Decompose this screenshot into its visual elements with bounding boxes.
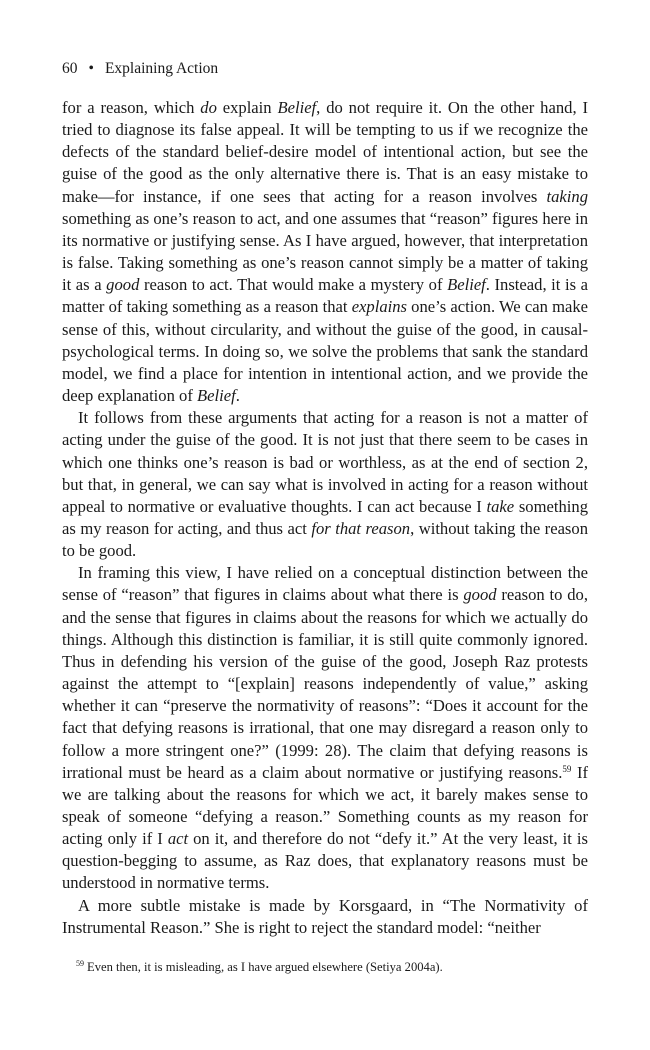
running-title: Explaining Action	[104, 60, 219, 77]
footnote	[76, 958, 588, 976]
italic-run: good	[463, 585, 497, 605]
text-run: In framing this view, I have relied on a conceptual distinction between the sense of “reason” that figures in claims about what there is	[62, 563, 588, 605]
text-run: .	[235, 386, 240, 406]
italic-run: Belief	[277, 98, 317, 117]
body-text	[62, 97, 588, 939]
italic-run: taking	[546, 186, 588, 206]
text-run: , without taking the reason to be good.	[62, 518, 588, 561]
text-run: reason to act. That would make a mystery of	[139, 275, 448, 295]
text-run: If we are talking about the reasons for which we act, it barely makes sense to speak of someone “defying a reason.” Something counts as my reason for acting only if I	[62, 762, 588, 849]
footnote-text: Even then, it is misleading, as I have argued elsewhere (Setiya 2004a).	[87, 960, 443, 974]
text-run: on it, and therefore do not “defy it.” At the very least, it is question-begging to assume, as Raz does, that explanatory reasons must be understood in normative terms.	[62, 829, 588, 893]
text-run: one’s action. We can make sense of this, without circularity, and without the guise of the good, in causal-psychological terms. In doing so, we solve the problems that sank the standard model, we find a place for intention in intentional action, and we provide the deep explanation of	[62, 297, 589, 406]
paragraph	[62, 895, 588, 939]
header-separator: •	[88, 60, 94, 77]
text-run: A more subtle mistake is made by Korsgaard, in “The Normativity of Instrumental Reason.” She is right to reject the standard model: “neither	[62, 895, 588, 937]
footnote-reference: 59	[562, 763, 572, 774]
italic-run: act	[167, 829, 189, 849]
text-run: something as one’s reason to act, and one assumes that “reason” figures here in its normative or justifying sense. As I have argued, however, that interpretation is false. Taking something as one’s reason cannot simply be a matter of taking it as a	[62, 208, 588, 295]
text-run: for a reason, which	[62, 98, 201, 117]
italic-run: for that reason	[311, 518, 411, 538]
italic-run: explains	[351, 297, 407, 317]
italic-run: Belief	[197, 386, 236, 406]
text-run: , do not require it. On the other hand, I tried to diagnose its false appeal. It will be tempting to us if we recognize the defects of the standard belief-desire model of intentional action, but see the guise of the good as the only alternative there is. That is an easy mistake to make—for instance, if one sees that acting for a reason involves	[62, 98, 588, 206]
paragraph	[62, 97, 588, 407]
italic-run: good	[106, 275, 140, 295]
paragraph	[62, 407, 588, 562]
text-run: reason to do, and the sense that figures in claims about the reasons for which we actually do things. Although this distinction is familiar, it is still quite commonly ignored. Thus in defending his version of the guise of the good, Joseph Raz protests against the attempt to “[explain] reasons independently of value,” asking whether it can “preserve the normativity of reasons”: “Does it account for the fact that defying reasons is irrational, that one may disregard a reason only to follow a more stringent one?” (1999: 28). The claim that defying reasons is irrational must be heard as a claim about normative or justifying reasons.	[62, 585, 588, 782]
text-run: It follows from these arguments that acting for a reason is not a matter of acting under the guise of the good. It is not just that there seem to be cases in which one thinks one’s reason is bad or worthless, as at the end of section 2, but that, in general, we can say what is involved in acting for a reason without appeal to normative or evaluative thoughts. I can act because I	[62, 408, 588, 516]
text-run: something as my reason for acting, and thus act	[62, 496, 588, 538]
italic-run: do	[200, 98, 217, 117]
paragraph	[62, 562, 588, 894]
italic-run: Belief	[447, 275, 486, 295]
book-page	[62, 0, 588, 1050]
italic-run: take	[486, 496, 515, 516]
text-run: . Instead, it is a matter of taking something as a reason that	[62, 275, 589, 317]
footnote-number: 59	[76, 959, 84, 968]
running-head	[62, 58, 218, 80]
page-number: 60	[62, 60, 78, 77]
text-run: explain	[216, 98, 278, 117]
